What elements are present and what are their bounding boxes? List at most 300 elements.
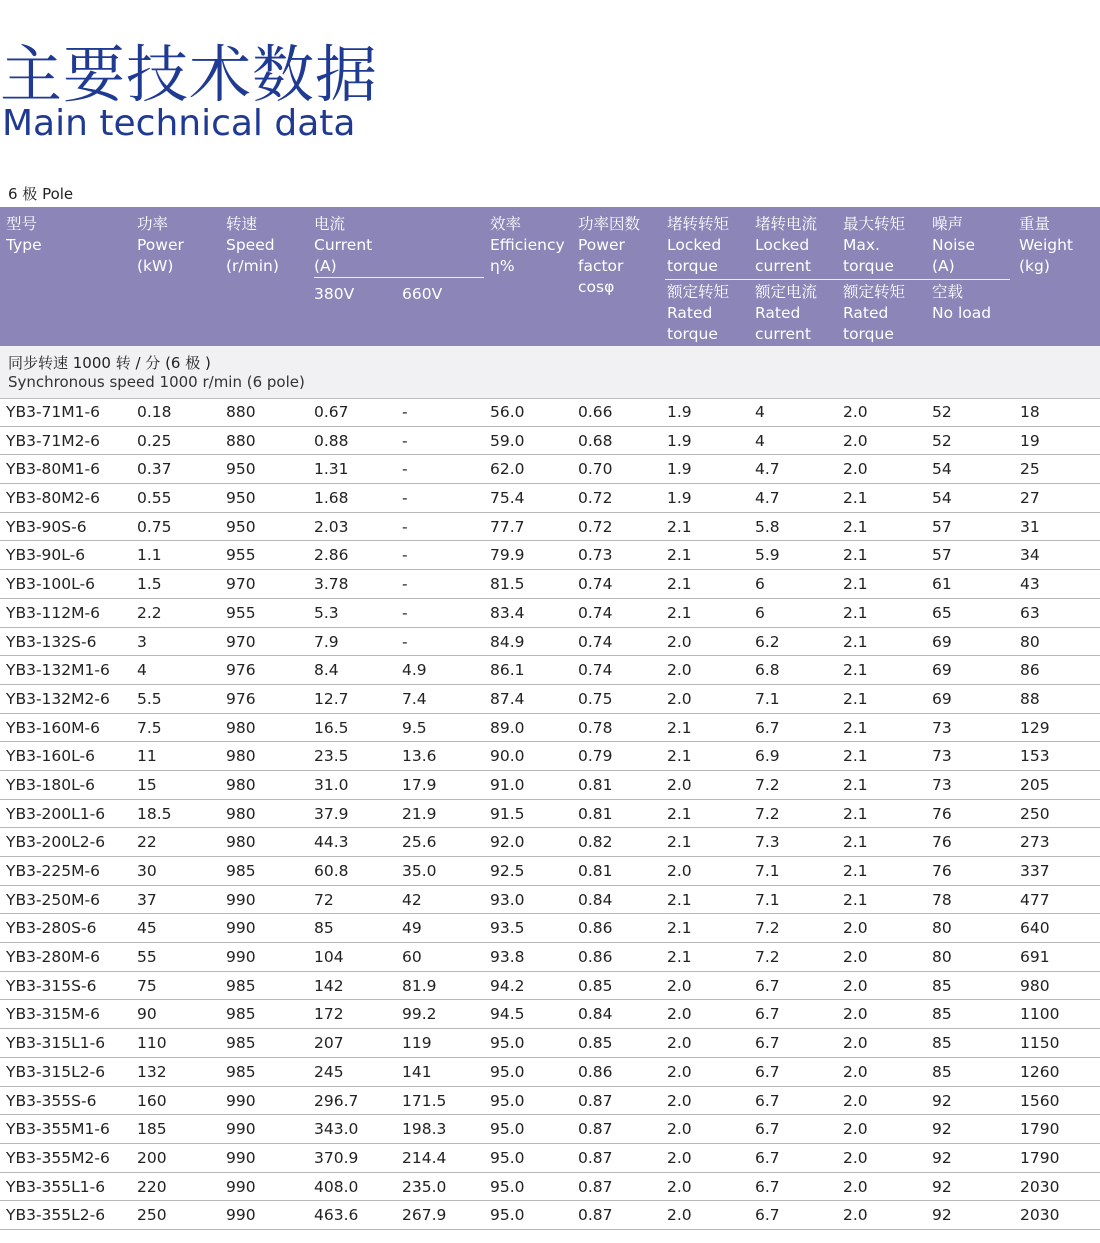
cell-weight: 273	[1020, 833, 1050, 852]
cell-type: YB3-160L-6	[6, 747, 95, 766]
cell-max-torque-ratio: 2.0	[843, 1005, 868, 1024]
cell-noise: 61	[932, 575, 952, 594]
cell-current-660v: 171.5	[402, 1091, 447, 1110]
cell-power: 2.2	[137, 603, 162, 622]
header-locked-current: 堵转电流 Locked current	[755, 215, 818, 275]
table-row	[0, 1115, 1100, 1144]
cell-locked-torque-ratio: 2.0	[667, 1120, 692, 1139]
cell-speed: 985	[226, 1005, 256, 1024]
cell-current-380v: 44.3	[314, 833, 349, 852]
cell-locked-current-ratio: 6	[755, 603, 765, 622]
cell-locked-current-ratio: 6.7	[755, 718, 780, 737]
page-title-en: Main technical data	[2, 103, 356, 144]
cell-power-factor: 0.82	[578, 833, 613, 852]
cell-locked-torque-ratio: 1.9	[667, 489, 692, 508]
cell-locked-torque-ratio: 2.0	[667, 1091, 692, 1110]
cell-speed: 990	[226, 1177, 256, 1196]
cell-current-660v: 9.5	[402, 718, 427, 737]
cell-locked-current-ratio: 7.1	[755, 890, 780, 909]
cell-type: YB3-315S-6	[6, 976, 97, 995]
header-rated-current: 额定电流 Rated current	[755, 283, 818, 343]
cell-current-660v: 4.9	[402, 661, 427, 680]
cell-type: YB3-355L2-6	[6, 1206, 106, 1225]
cell-current-660v: -	[402, 575, 408, 594]
page-title-zh: 主要技术数据	[0, 38, 379, 111]
cell-efficiency: 91.5	[490, 804, 525, 823]
cell-power-factor: 0.81	[578, 804, 613, 823]
cell-power: 7.5	[137, 718, 162, 737]
cell-efficiency: 89.0	[490, 718, 525, 737]
cell-weight: 63	[1020, 603, 1040, 622]
ratio-divider	[665, 279, 1010, 280]
cell-weight: 2030	[1020, 1177, 1060, 1196]
cell-power: 15	[137, 775, 157, 794]
cell-locked-torque-ratio: 2.0	[667, 1062, 692, 1081]
data-table-body	[0, 398, 1100, 1230]
cell-weight: 34	[1020, 546, 1040, 565]
cell-noise: 76	[932, 804, 952, 823]
cell-locked-torque-ratio: 2.0	[667, 1005, 692, 1024]
table-row	[0, 972, 1100, 1001]
cell-locked-torque-ratio: 2.0	[667, 661, 692, 680]
cell-weight: 1150	[1020, 1034, 1060, 1053]
cell-locked-current-ratio: 4.7	[755, 489, 780, 508]
sync-speed-zh: 同步转速 1000 转 / 分 (6 极 )	[8, 354, 211, 372]
cell-power: 90	[137, 1005, 157, 1024]
header-noise: 噪声 Noise (A)	[932, 215, 975, 275]
cell-current-380v: 142	[314, 976, 344, 995]
cell-power-factor: 0.84	[578, 890, 613, 909]
cell-power: 250	[137, 1206, 167, 1225]
cell-weight: 18	[1020, 403, 1040, 421]
cell-locked-torque-ratio: 2.1	[667, 890, 692, 909]
cell-weight: 691	[1020, 948, 1050, 967]
cell-type: YB3-225M-6	[6, 862, 100, 880]
cell-weight: 1790	[1020, 1148, 1060, 1167]
table-row	[0, 1173, 1100, 1202]
cell-efficiency: 95.0	[490, 1062, 525, 1081]
cell-power-factor: 0.84	[578, 1005, 613, 1024]
cell-type: YB3-280M-6	[6, 948, 100, 967]
header-efficiency: 效率 Efficiency η%	[490, 215, 565, 275]
header-weight: 重量 Weight (kg)	[1019, 215, 1074, 275]
cell-weight: 80	[1020, 632, 1040, 651]
cell-max-torque-ratio: 2.1	[843, 747, 868, 766]
cell-locked-torque-ratio: 2.1	[667, 603, 692, 622]
cell-max-torque-ratio: 2.0	[843, 1034, 868, 1053]
cell-noise: 54	[932, 460, 952, 479]
cell-current-380v: 343.0	[314, 1120, 359, 1139]
cell-speed: 955	[226, 546, 256, 565]
cell-current-380v: 2.86	[314, 546, 349, 565]
cell-locked-torque-ratio: 2.0	[667, 862, 692, 880]
cell-locked-current-ratio: 5.8	[755, 517, 780, 536]
cell-current-380v: 85	[314, 919, 334, 938]
cell-current-380v: 104	[314, 948, 344, 967]
cell-speed: 985	[226, 976, 256, 995]
cell-speed: 980	[226, 747, 256, 766]
cell-efficiency: 95.0	[490, 1148, 525, 1167]
cell-speed: 970	[226, 632, 256, 651]
table-row	[0, 714, 1100, 743]
cell-locked-current-ratio: 4	[755, 403, 765, 421]
cell-locked-current-ratio: 6.7	[755, 1091, 780, 1110]
cell-weight: 27	[1020, 489, 1040, 508]
sync-speed-en: Synchronous speed 1000 r/min (6 pole)	[8, 373, 305, 391]
cell-max-torque-ratio: 2.1	[843, 718, 868, 737]
table-row	[0, 857, 1100, 886]
table-row	[0, 914, 1100, 943]
cell-type: YB3-355M2-6	[6, 1148, 110, 1167]
cell-noise: 80	[932, 919, 952, 938]
cell-max-torque-ratio: 2.0	[843, 919, 868, 938]
cell-current-380v: 370.9	[314, 1148, 359, 1167]
cell-weight: 88	[1020, 689, 1040, 708]
cell-weight: 337	[1020, 862, 1050, 880]
table-header	[0, 207, 1100, 346]
cell-max-torque-ratio: 2.0	[843, 976, 868, 995]
cell-locked-torque-ratio: 2.0	[667, 775, 692, 794]
table-row	[0, 455, 1100, 484]
cell-efficiency: 87.4	[490, 689, 525, 708]
table-row	[0, 656, 1100, 685]
cell-power: 0.75	[137, 517, 172, 536]
cell-max-torque-ratio: 2.1	[843, 689, 868, 708]
cell-current-380v: 3.78	[314, 575, 349, 594]
cell-locked-current-ratio: 7.2	[755, 775, 780, 794]
cell-type: YB3-180L-6	[6, 775, 95, 794]
cell-power: 0.37	[137, 460, 172, 479]
cell-speed: 980	[226, 833, 256, 852]
cell-efficiency: 83.4	[490, 603, 525, 622]
cell-power: 0.55	[137, 489, 172, 508]
cell-speed: 980	[226, 804, 256, 823]
cell-power: 185	[137, 1120, 167, 1139]
cell-power: 0.18	[137, 403, 172, 421]
cell-current-660v: 60	[402, 948, 422, 967]
cell-power: 1.5	[137, 575, 162, 594]
cell-current-660v: 198.3	[402, 1120, 447, 1139]
cell-power-factor: 0.68	[578, 431, 613, 450]
cell-locked-torque-ratio: 1.9	[667, 431, 692, 450]
cell-efficiency: 95.0	[490, 1177, 525, 1196]
cell-power: 220	[137, 1177, 167, 1196]
cell-speed: 985	[226, 1062, 256, 1081]
cell-current-380v: 37.9	[314, 804, 349, 823]
cell-noise: 54	[932, 489, 952, 508]
cell-current-380v: 172	[314, 1005, 344, 1024]
cell-power-factor: 0.87	[578, 1177, 613, 1196]
cell-type: YB3-200L2-6	[6, 833, 106, 852]
cell-current-660v: -	[402, 603, 408, 622]
cell-locked-current-ratio: 6.7	[755, 1120, 780, 1139]
cell-weight: 250	[1020, 804, 1050, 823]
table-row	[0, 742, 1100, 771]
cell-efficiency: 94.2	[490, 976, 525, 995]
cell-power-factor: 0.87	[578, 1091, 613, 1110]
cell-speed: 980	[226, 718, 256, 737]
cell-locked-current-ratio: 6.7	[755, 1005, 780, 1024]
cell-efficiency: 93.0	[490, 890, 525, 909]
cell-type: YB3-250M-6	[6, 890, 100, 909]
cell-locked-current-ratio: 4	[755, 431, 765, 450]
cell-power-factor: 0.78	[578, 718, 613, 737]
cell-current-380v: 23.5	[314, 747, 349, 766]
cell-noise: 52	[932, 431, 952, 450]
cell-power-factor: 0.74	[578, 575, 613, 594]
cell-current-380v: 7.9	[314, 632, 339, 651]
cell-locked-torque-ratio: 2.1	[667, 833, 692, 852]
cell-speed: 985	[226, 1034, 256, 1053]
cell-type: YB3-90L-6	[6, 546, 86, 565]
cell-locked-torque-ratio: 2.0	[667, 632, 692, 651]
cell-locked-current-ratio: 6	[755, 575, 765, 594]
cell-max-torque-ratio: 2.1	[843, 603, 868, 622]
cell-speed: 950	[226, 489, 256, 508]
cell-max-torque-ratio: 2.0	[843, 1206, 868, 1225]
cell-weight: 43	[1020, 575, 1040, 594]
header-power: 功率 Power (kW)	[137, 215, 184, 275]
cell-locked-torque-ratio: 2.1	[667, 575, 692, 594]
cell-noise: 69	[932, 661, 952, 680]
cell-max-torque-ratio: 2.1	[843, 890, 868, 909]
cell-weight: 1100	[1020, 1005, 1060, 1024]
cell-noise: 92	[932, 1206, 952, 1225]
cell-max-torque-ratio: 2.0	[843, 1120, 868, 1139]
cell-efficiency: 59.0	[490, 431, 525, 450]
cell-locked-current-ratio: 7.2	[755, 804, 780, 823]
cell-current-660v: -	[402, 460, 408, 479]
cell-current-380v: 463.6	[314, 1206, 359, 1225]
table-row	[0, 800, 1100, 829]
cell-weight: 31	[1020, 517, 1040, 536]
cell-type: YB3-71M1-6	[6, 403, 100, 421]
cell-current-660v: 119	[402, 1034, 432, 1053]
cell-power-factor: 0.81	[578, 862, 613, 880]
cell-weight: 86	[1020, 661, 1040, 680]
cell-max-torque-ratio: 2.1	[843, 517, 868, 536]
cell-locked-torque-ratio: 1.9	[667, 403, 692, 421]
cell-efficiency: 93.8	[490, 948, 525, 967]
cell-noise: 69	[932, 689, 952, 708]
cell-speed: 990	[226, 1148, 256, 1167]
cell-type: YB3-112M-6	[6, 603, 100, 622]
table-row	[0, 886, 1100, 915]
cell-efficiency: 92.5	[490, 862, 525, 880]
cell-current-660v: 49	[402, 919, 422, 938]
cell-max-torque-ratio: 2.1	[843, 775, 868, 794]
cell-efficiency: 94.5	[490, 1005, 525, 1024]
cell-type: YB3-80M1-6	[6, 460, 100, 479]
cell-type: YB3-71M2-6	[6, 431, 100, 450]
cell-current-660v: 25.6	[402, 833, 437, 852]
cell-speed: 990	[226, 1120, 256, 1139]
cell-efficiency: 90.0	[490, 747, 525, 766]
cell-power: 1.1	[137, 546, 162, 565]
cell-efficiency: 95.0	[490, 1091, 525, 1110]
cell-noise: 85	[932, 1005, 952, 1024]
cell-current-660v: 141	[402, 1062, 432, 1081]
cell-efficiency: 95.0	[490, 1034, 525, 1053]
cell-type: YB3-280S-6	[6, 919, 97, 938]
cell-locked-current-ratio: 6.7	[755, 1148, 780, 1167]
table-row	[0, 628, 1100, 657]
cell-max-torque-ratio: 2.0	[843, 1148, 868, 1167]
cell-power: 3	[137, 632, 147, 651]
cell-current-660v: 13.6	[402, 747, 437, 766]
cell-locked-torque-ratio: 2.1	[667, 804, 692, 823]
cell-current-660v: 267.9	[402, 1206, 447, 1225]
pole-label: 6 极 Pole	[8, 185, 74, 203]
table-row	[0, 771, 1100, 800]
cell-speed: 955	[226, 603, 256, 622]
cell-efficiency: 79.9	[490, 546, 525, 565]
cell-current-380v: 0.88	[314, 431, 349, 450]
cell-locked-torque-ratio: 2.0	[667, 976, 692, 995]
cell-locked-current-ratio: 6.2	[755, 632, 780, 651]
cell-power: 200	[137, 1148, 167, 1167]
cell-locked-current-ratio: 5.9	[755, 546, 780, 565]
cell-type: YB3-355S-6	[6, 1091, 97, 1110]
cell-power: 0.25	[137, 431, 172, 450]
header-current: 电流 Current (A)	[314, 215, 373, 275]
table-row	[0, 427, 1100, 456]
cell-current-660v: -	[402, 517, 408, 536]
cell-type: YB3-315M-6	[6, 1005, 100, 1024]
cell-noise: 92	[932, 1120, 952, 1139]
table-row	[0, 484, 1100, 513]
header-max-torque: 最大转矩 Max. torque	[843, 215, 906, 275]
cell-speed: 985	[226, 862, 256, 880]
table-row	[0, 1058, 1100, 1087]
cell-power: 5.5	[137, 689, 162, 708]
cell-locked-current-ratio: 6.7	[755, 1034, 780, 1053]
cell-current-660v: 214.4	[402, 1148, 447, 1167]
cell-locked-torque-ratio: 2.0	[667, 689, 692, 708]
cell-noise: 76	[932, 833, 952, 852]
cell-noise: 85	[932, 976, 952, 995]
cell-locked-torque-ratio: 2.1	[667, 718, 692, 737]
cell-noise: 78	[932, 890, 952, 909]
cell-efficiency: 56.0	[490, 403, 525, 421]
cell-max-torque-ratio: 2.1	[843, 804, 868, 823]
cell-max-torque-ratio: 2.1	[843, 661, 868, 680]
table-row	[0, 570, 1100, 599]
cell-current-380v: 16.5	[314, 718, 349, 737]
header-rated-torque-1: 额定转矩 Rated torque	[667, 283, 730, 343]
current-divider	[314, 277, 484, 278]
cell-power-factor: 0.74	[578, 632, 613, 651]
cell-locked-current-ratio: 6.7	[755, 976, 780, 995]
cell-current-660v: 99.2	[402, 1005, 437, 1024]
table-row	[0, 1000, 1100, 1029]
table-row	[0, 943, 1100, 972]
cell-noise: 92	[932, 1177, 952, 1196]
cell-speed: 950	[226, 460, 256, 479]
cell-weight: 477	[1020, 890, 1050, 909]
cell-power-factor: 0.86	[578, 919, 613, 938]
cell-type: YB3-132M2-6	[6, 689, 110, 708]
cell-locked-torque-ratio: 2.0	[667, 1177, 692, 1196]
cell-power-factor: 0.70	[578, 460, 613, 479]
cell-weight: 1790	[1020, 1120, 1060, 1139]
cell-speed: 990	[226, 890, 256, 909]
cell-power-factor: 0.85	[578, 976, 613, 995]
cell-power: 160	[137, 1091, 167, 1110]
cell-current-660v: 21.9	[402, 804, 437, 823]
cell-locked-torque-ratio: 2.0	[667, 1148, 692, 1167]
cell-efficiency: 92.0	[490, 833, 525, 852]
cell-locked-current-ratio: 6.8	[755, 661, 780, 680]
cell-noise: 92	[932, 1148, 952, 1167]
cell-locked-current-ratio: 6.7	[755, 1206, 780, 1225]
cell-max-torque-ratio: 2.1	[843, 632, 868, 651]
cell-efficiency: 91.0	[490, 775, 525, 794]
cell-current-380v: 12.7	[314, 689, 349, 708]
cell-noise: 57	[932, 517, 952, 536]
cell-type: YB3-132S-6	[6, 632, 97, 651]
cell-weight: 205	[1020, 775, 1050, 794]
cell-max-torque-ratio: 2.0	[843, 403, 868, 421]
cell-max-torque-ratio: 2.0	[843, 1177, 868, 1196]
cell-locked-torque-ratio: 2.0	[667, 1206, 692, 1225]
cell-locked-current-ratio: 6.7	[755, 1062, 780, 1081]
table-row	[0, 541, 1100, 570]
cell-current-380v: 296.7	[314, 1091, 359, 1110]
cell-noise: 92	[932, 1091, 952, 1110]
cell-efficiency: 81.5	[490, 575, 525, 594]
cell-locked-torque-ratio: 2.1	[667, 948, 692, 967]
cell-type: YB3-100L-6	[6, 575, 95, 594]
cell-power-factor: 0.85	[578, 1034, 613, 1053]
cell-weight: 153	[1020, 747, 1050, 766]
cell-weight: 980	[1020, 976, 1050, 995]
cell-speed: 976	[226, 661, 256, 680]
cell-locked-torque-ratio: 2.1	[667, 747, 692, 766]
cell-power: 11	[137, 747, 157, 766]
cell-max-torque-ratio: 2.1	[843, 833, 868, 852]
cell-noise: 57	[932, 546, 952, 565]
cell-current-660v: 7.4	[402, 689, 427, 708]
cell-max-torque-ratio: 2.0	[843, 431, 868, 450]
cell-locked-current-ratio: 7.3	[755, 833, 780, 852]
cell-locked-torque-ratio: 2.0	[667, 1034, 692, 1053]
cell-speed: 980	[226, 775, 256, 794]
cell-power: 110	[137, 1034, 167, 1053]
cell-noise: 73	[932, 718, 952, 737]
cell-current-380v: 2.03	[314, 517, 349, 536]
cell-power: 18.5	[137, 804, 172, 823]
cell-current-380v: 408.0	[314, 1177, 359, 1196]
cell-current-660v: -	[402, 489, 408, 508]
cell-power: 22	[137, 833, 157, 852]
cell-current-380v: 207	[314, 1034, 344, 1053]
header-type: 型号 Type	[6, 215, 42, 254]
cell-noise: 85	[932, 1062, 952, 1081]
cell-power-factor: 0.79	[578, 747, 613, 766]
header-voltage-660: 660V	[402, 285, 443, 303]
cell-current-380v: 31.0	[314, 775, 349, 794]
cell-speed: 990	[226, 919, 256, 938]
cell-max-torque-ratio: 2.0	[843, 1062, 868, 1081]
cell-current-380v: 60.8	[314, 862, 349, 880]
cell-locked-current-ratio: 6.9	[755, 747, 780, 766]
cell-current-380v: 0.67	[314, 403, 349, 421]
cell-power-factor: 0.86	[578, 948, 613, 967]
table-row	[0, 685, 1100, 714]
cell-power-factor: 0.86	[578, 1062, 613, 1081]
cell-efficiency: 95.0	[490, 1206, 525, 1225]
